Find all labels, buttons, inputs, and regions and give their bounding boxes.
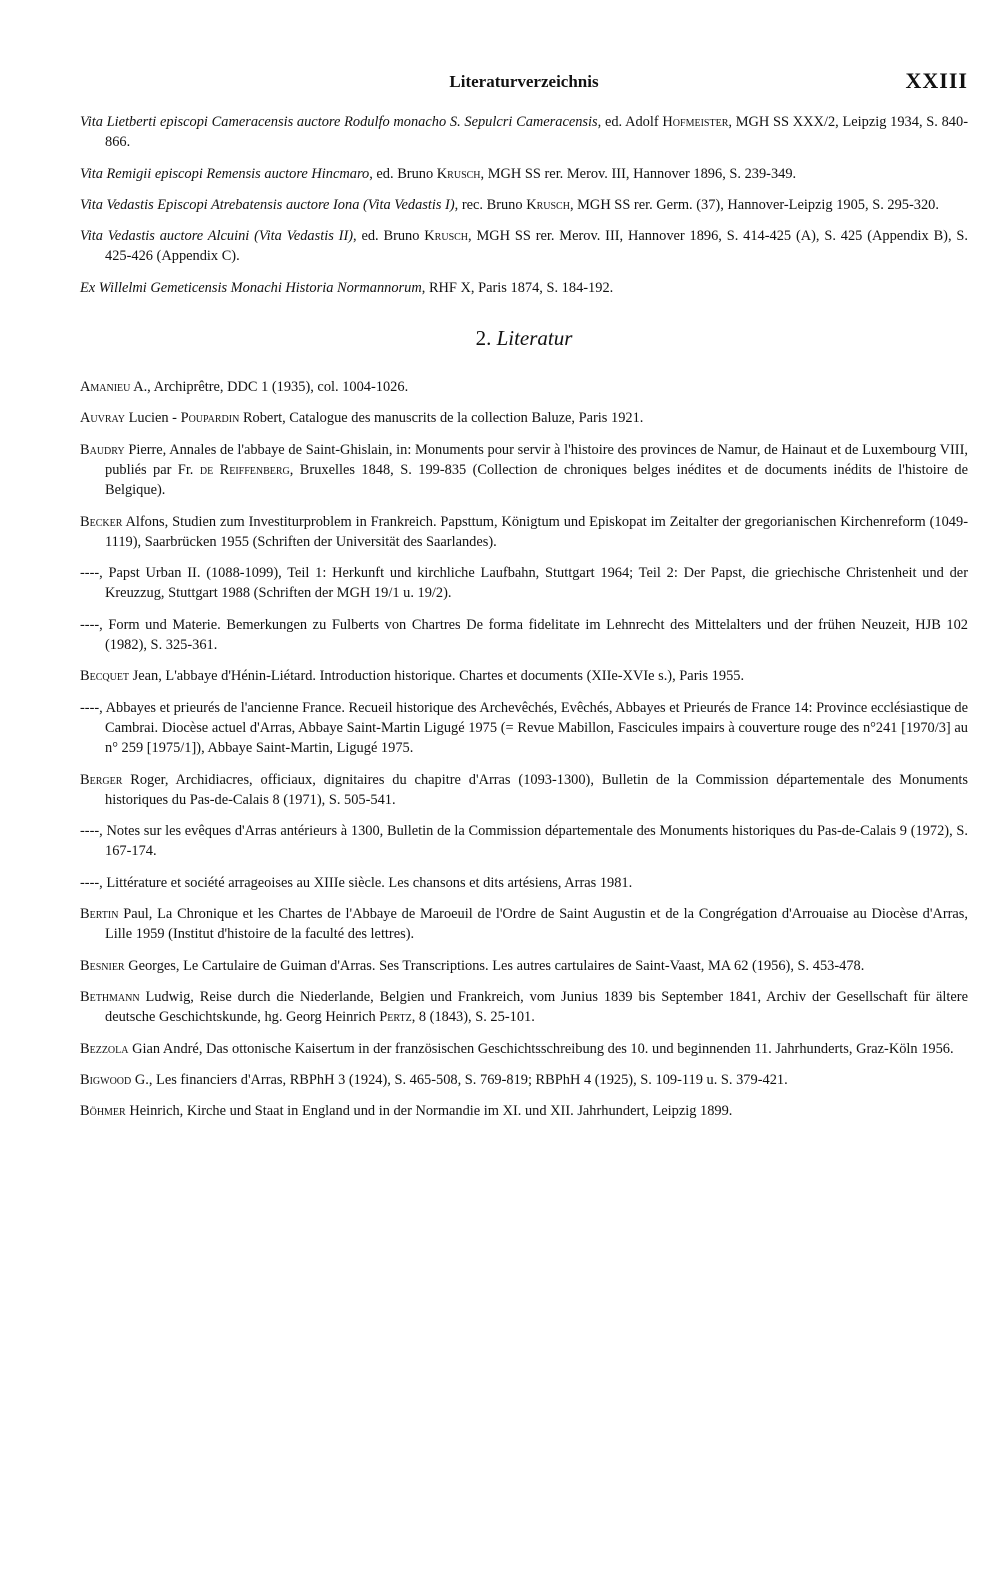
literature-entry: Becquet Jean, L'abbaye d'Hénin-Liétard. Introduction historique. Chartes et documents (XIIe-XVIe s.), Paris 1955. [80, 668, 745, 685]
literature-entry: Besnier Georges, Le Cartulaire de Guiman d'Arras. Ses Transcriptions. Les autres cartulaires de Saint-Vaast, MA 62 (1956), S. 453-478. [80, 957, 865, 974]
literature-entry: ----, Form und Materie. Bemerkungen zu Fulberts von Chartres De forma fidelitate im Lehnrecht des Mittelalters und der frühen Neuzeit, HJB 102 (1982), S. 325-361. [80, 616, 968, 654]
literature-entry: Auvray Lucien - Poupardin Robert, Catalogue des manuscrits de la collection Baluze, Paris 1921. [80, 410, 644, 427]
literature-entry: ----, Littérature et société arrageoises au XIIIe siècle. Les chansons et dits artésiens, Arras 1981. [80, 874, 633, 891]
literature-entry: ----, Notes sur les evêques d'Arras antérieurs à 1300, Bulletin de la Commission départementale des Monuments historiques du Pas-de-Calais 9 (1972), S. 167-174. [80, 823, 968, 860]
literature-entry: Bigwood G., Les financiers d'Arras, RBPhH 3 (1924), S. 465-508, S. 769-819; RBPhH 4 (1925), S. 109-119 u. S. 379-421. [80, 1071, 788, 1088]
literature-entry: Becker Alfons, Studien zum Investiturproblem in Frankreich. Papsttum, Königtum und Episkopat im Zeitalter der gregorianischen Kirchenreform (1049-1119), Saarbrücken 1955 (Schriften der Universität des Saarlandes). [80, 513, 968, 550]
page-number: XXIII [905, 68, 968, 93]
literature-entry: Bethmann Ludwig, Reise durch die Niederlande, Belgien und Frankreich, vom Junius 1839 bis September 1841, Archiv der Gesellschaft für ältere deutsche Geschichtskunde, hg. Georg Heinrich Pertz, 8 (1843), S. 25-101. [80, 988, 968, 1026]
source-entry: Vita Lietberti episcopi Cameracensis auctore Rodulfo monacho S. Sepulcri Cameracensis, ed. Adolf Hofmeister, MGH SS XXX/2, Leipzig 1934, S. 840-866. [80, 114, 968, 151]
source-entry: Vita Vedastis auctore Alcuini (Vita Vedastis II), ed. Bruno Krusch, MGH SS rer. Merov. III, Hannover 1896, S. 414-425 (A), S. 425 (Appendix B), S. 425-426 (Appendix C). [80, 228, 968, 265]
page [80, 68, 969, 1132]
literature-entry: ----, Abbayes et prieurés de l'ancienne France. Recueil historique des Archevêchés, Evêchés, Abbayes et Prieurés de France 14: Province ecclésiastique de Cambrai. Diocèse actuel d'Arras, Abbaye Saint-Martin Ligugé 1975 (= Revue Mabillon, Fascicules impairs à couverture rouge des n°241 [1970/3] au n° 259 [1975/1]), Abbaye Saint-Martin, Ligugé 1975. [80, 699, 968, 757]
sources-list [80, 112, 968, 298]
source-entry: Vita Vedastis Episcopi Atrebatensis auctore Iona (Vita Vedastis I), rec. Bruno Krusch, MGH SS rer. Germ. (37), Hannover-Leipzig 1905, S. 295-320. [80, 196, 939, 213]
literature-entry: Berger Roger, Archidiacres, officiaux, dignitaires du chapitre d'Arras (1093-1300), Bulletin de la Commission départementale des Monuments historiques du Pas-de-Calais 8 (1971), S. 505-541. [80, 771, 968, 808]
source-entry: Vita Remigii episcopi Remensis auctore Hincmaro, ed. Bruno Krusch, MGH SS rer. Merov. III, Hannover 1896, S. 239-349. [80, 165, 797, 182]
section-heading: 2. Literatur [475, 326, 573, 351]
running-title: Literaturverzeichnis [449, 72, 599, 91]
literature-entry: Bezzola Gian André, Das ottonische Kaisertum in der französischen Geschichtsschreibung des 10. und beginnenden 11. Jahrhunderts, Graz-Köln 1956. [80, 1040, 954, 1057]
literature-entry: Baudry Pierre, Annales de l'abbaye de Saint-Ghislain, in: Monuments pour servir à l'histoire des provinces de Namur, de Hainaut et de Luxembourg VIII, publiés par Fr. de Reiffenberg, Bruxelles 1848, S. 199-835 (Collection de chroniques belges inédites et de documents inédits de l'histoire de Belgique). [80, 441, 969, 499]
literature-entry: Amanieu A., Archiprêtre, DDC 1 (1935), col. 1004-1026. [80, 379, 409, 396]
literature-list [80, 377, 968, 1121]
literature-entry: ----, Papst Urban II. (1088-1099), Teil 1: Herkunft und kirchliche Laufbahn, Stuttgart 1964; Teil 2: Der Papst, die griechische Christenheit und der Kreuzzug, Stuttgart 1988 (Schriften der MGH 19/1 u. 19/2). [80, 565, 968, 602]
literature-entry: Bertin Paul, La Chronique et les Chartes de l'Abbaye de Maroeuil de l'Ordre de Saint Augustin et de la Congrégation d'Arrouaise au Diocèse d'Arras, Lille 1959 (Institut d'histoire de la faculté des lettres). [80, 906, 968, 943]
literature-entry: Böhmer Heinrich, Kirche und Staat in England und in der Normandie im XI. und XII. Jahrhundert, Leipzig 1899. [80, 1103, 733, 1120]
source-entry: Ex Willelmi Gemeticensis Monachi Historia Normannorum, RHF X, Paris 1874, S. 184-192. [80, 279, 614, 296]
running-head [80, 68, 968, 112]
